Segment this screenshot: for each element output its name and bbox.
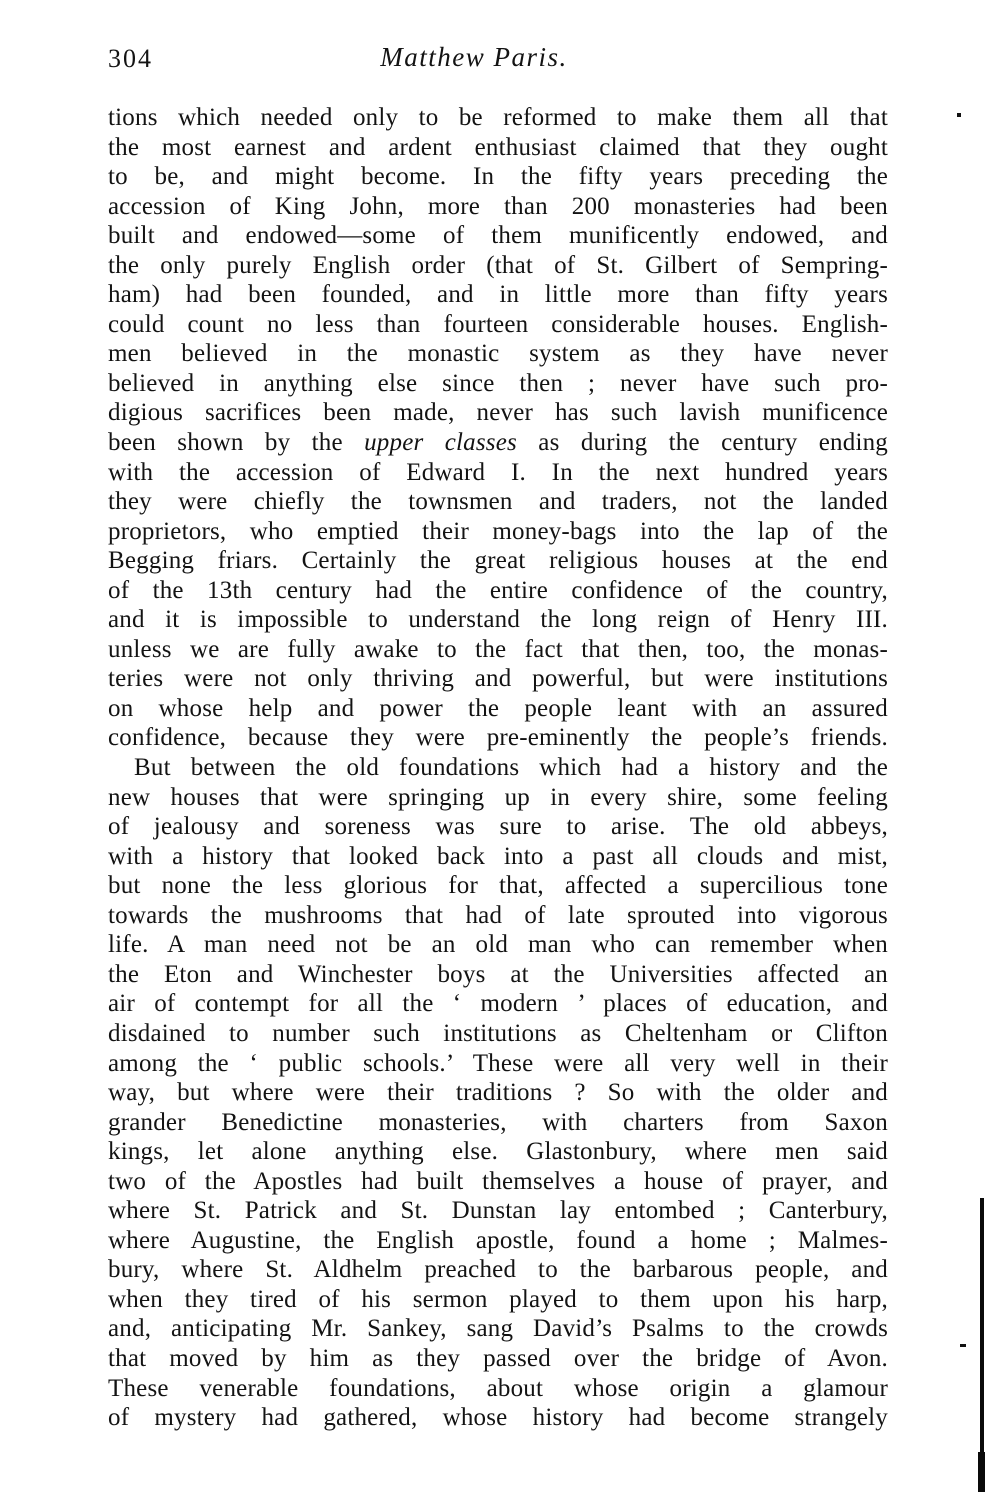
text-line: unless we are fully awake to the fact that then, too, the monas-: [108, 635, 888, 663]
text-line: believed in anything else since then ; never have such pro-: [108, 369, 888, 397]
text-line: men believed in the monastic system as they have never: [108, 340, 888, 368]
text-line: of jealousy and soreness was sure to arise. The old abbeys,: [108, 813, 888, 841]
text-line: of mystery had gathered, whose history had become strangely: [108, 1404, 888, 1432]
text-line: where Augustine, the English apostle, found a home ; Malmes-: [108, 1226, 888, 1254]
text-line: the Eton and Winchester boys at the Universities affected an: [108, 960, 888, 988]
text-line: grander Benedictine monasteries, with charters from Saxon: [108, 1108, 888, 1136]
text-line: proprietors, who emptied their money-bags into the lap of the: [108, 517, 888, 545]
text-line: with a history that looked back into a past all clouds and mist,: [108, 842, 888, 870]
text-line: Begging friars. Certainly the great religious houses at the end: [108, 547, 888, 575]
text-line: on whose help and power the people leant with an assured: [108, 694, 888, 722]
text-line: life. A man need not be an old man who can remember when: [108, 931, 888, 959]
text-line: the only purely English order (that of St. Gilbert of Sempring-: [108, 251, 888, 279]
text-line: teries were not only thriving and powerful, but were institutions: [108, 665, 888, 693]
scan-edge-line-artifact: [980, 1198, 984, 1490]
text-line: of the 13th century had the entire confidence of the country,: [108, 576, 888, 604]
text-line: they were chiefly the townsmen and traders, not the landed: [108, 488, 888, 516]
text-line: two of the Apostles had built themselves a house of prayer, and: [108, 1167, 888, 1195]
text-line: way, but where were their traditions ? So with the older and: [108, 1079, 888, 1107]
text-line: to be, and might become. In the fifty years preceding the: [108, 163, 888, 191]
text-line: ham) had been founded, and in little more than fifty years: [108, 281, 888, 309]
running-title: Matthew Paris.: [380, 42, 568, 72]
text-line: kings, let alone anything else. Glastonbury, where men said: [108, 1138, 888, 1166]
text-line: air of contempt for all the ‘ modern ’ places of education, and: [108, 990, 888, 1018]
page-header: [108, 42, 888, 76]
text-line: digious sacrifices been made, never has such lavish munificence: [108, 399, 888, 427]
text-line: disdained to number such institutions as Cheltenham or Clifton: [108, 1019, 888, 1047]
text-line: and it is impossible to understand the long reign of Henry III.: [108, 606, 888, 634]
text-line: But between the old foundations which had a history and the: [134, 754, 888, 782]
text-line: been shown by the upper classes as during the century ending: [108, 429, 888, 457]
text-line: the most earnest and ardent enthusiast claimed that they ought: [108, 133, 888, 161]
text-line: new houses that were springing up in every shire, some feeling: [108, 783, 888, 811]
scan-speck-artifact: [960, 1344, 966, 1347]
text-line: where St. Patrick and St. Dunstan lay entombed ; Canterbury,: [108, 1197, 888, 1225]
scan-speck-artifact: [957, 113, 961, 117]
text-line: These venerable foundations, about whose origin a glamour: [108, 1374, 888, 1402]
text-line: built and endowed—some of them munificently endowed, and: [108, 222, 888, 250]
text-line: bury, where St. Aldhelm preached to the barbarous people, and: [108, 1256, 888, 1284]
text-line: with the accession of Edward I. In the next hundred years: [108, 458, 888, 486]
page-number: 304: [108, 44, 153, 73]
text-line: among the ‘ public schools.’ These were all very well in their: [108, 1049, 888, 1077]
text-line: could count no less than fourteen considerable houses. English-: [108, 310, 888, 338]
text-line: when they tired of his sermon played to them upon his harp,: [108, 1285, 888, 1313]
text-line: that moved by him as they passed over the bridge of Avon.: [108, 1344, 888, 1372]
text-line: and, anticipating Mr. Sankey, sang David’s Psalms to the crowds: [108, 1315, 888, 1343]
text-line: but none the less glorious for that, affected a supercilious tone: [108, 872, 888, 900]
text-line: tions which needed only to be reformed to make them all that: [108, 104, 888, 131]
scan-edge-line-foot-artifact: [978, 1452, 985, 1492]
text-line: accession of King John, more than 200 monasteries had been: [108, 192, 888, 220]
text-line: confidence, because they were pre-eminently the people’s friends.: [108, 724, 888, 752]
body-text: [108, 103, 888, 1433]
text-line: towards the mushrooms that had of late sprouted into vigorous: [108, 901, 888, 929]
